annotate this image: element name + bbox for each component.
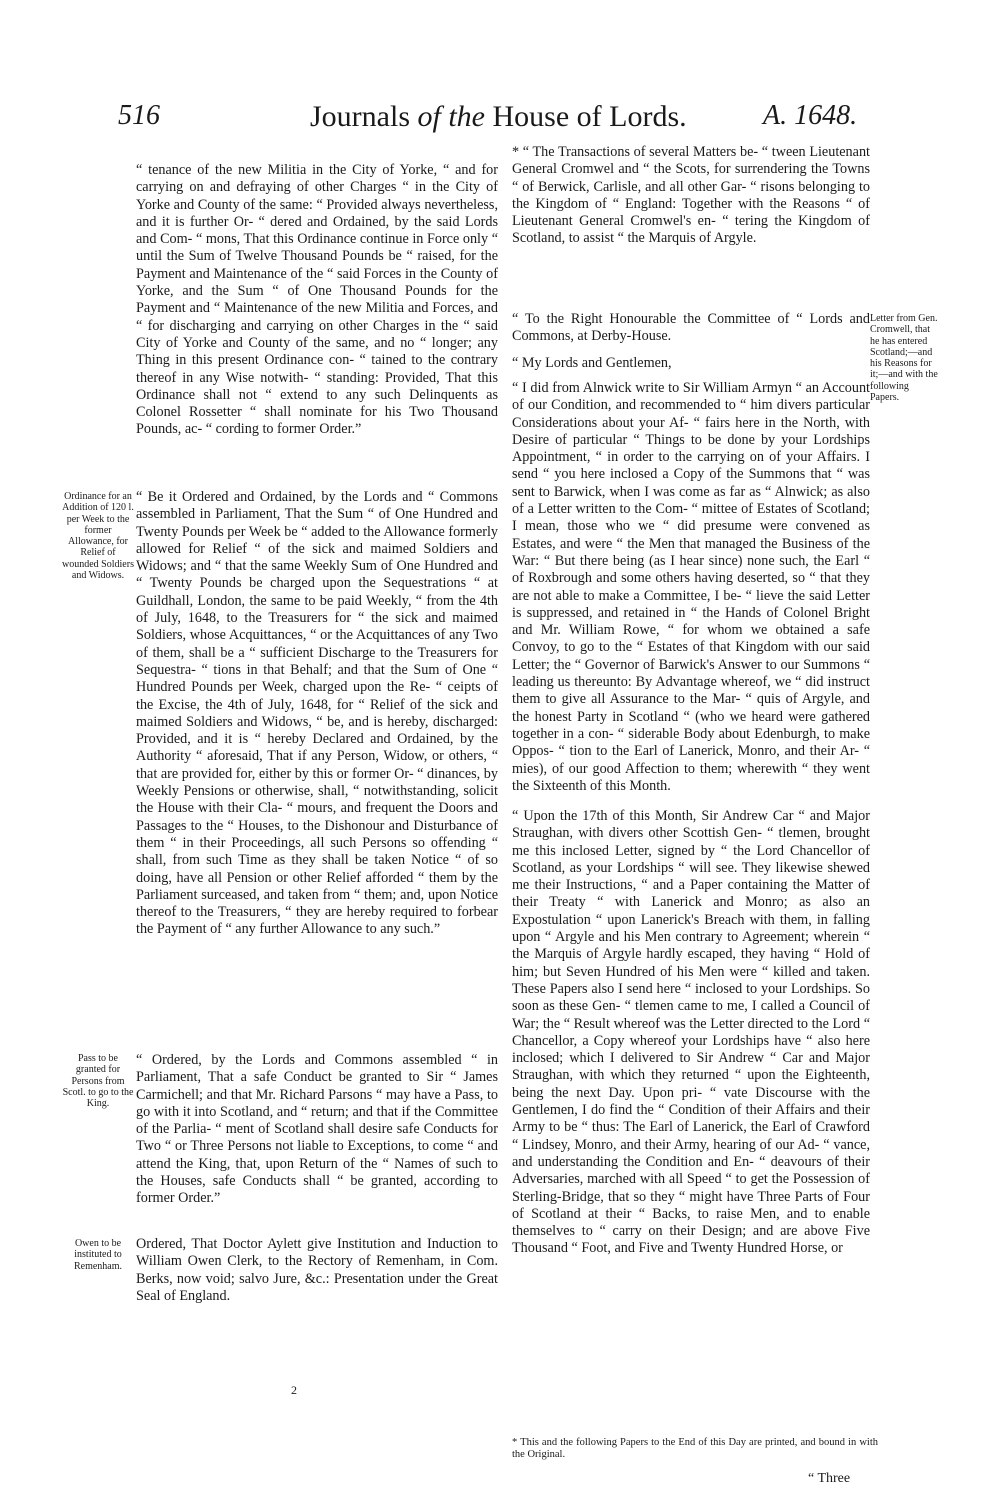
paragraph: “ I did from Alnwick write to Sir William Armyn “ an Account of our Condition, and recommended to “ him divers particular Considerations about your Af- “ fairs here in the North, with Desire of particular “ Things to be done by your Lordships Appointment, “ in order to the carrying on of your Affairs. I send “ you here inclosed a Copy of the Summons that “ was sent to Barwick, when I was come as far as “ Alnwick; as also of a Letter written to the Com- “ mittee of Estates of Scotland; I mean, those who we “ did presume were convened as Estates, and were “ the Men that managed the Business of the War: “ But there being (as I hear since) none such, the Earl “ of Roxbrough and some others having deserted, so “ that they are not able to make a Committee, I be- “ lieve the said Letter is suppressed, and retained in “ the Hands of Colonel Bright and Mr. William Rowe, “ for whom we obtained a safe Convoy, to go to the “ Estates of that Kingdom with our said Letter; the “ Governor of Barwick's Answer to our Summons “ leading us thereunto: By Advantage whereof, we “ did instruct them to give all Assurance to the Mar- “ quis of Argyle, and the honest Party in Scotland “ (who we heard were gathered together in a con- “ siderable Body about Edenburgh, to make Oppos- “ tion to the Earl of Lanerick, Monro, and their Ar- “ mies), of our good Affection to them; wherewith “ they went the Sixteenth of this Month. <box>512 380 870 794</box>
margin-note-pass: Pass to be granted for Persons from Scotl. to go to the King. <box>62 1053 134 1110</box>
right-heading-transactions <box>512 144 870 248</box>
signature-mark: 2 <box>291 1383 297 1397</box>
paragraph: “ Upon the 17th of this Month, Sir Andrew Car “ and Major Straughan, with divers other Scottish Gen- “ tlemen, brought me this inclosed Letter, signed by “ the Lord Chancellor of Scotland, as your Lordships “ will see. They likewise shewed me their Instructions, “ and a Paper containing the Matter of their Treaty “ with Lanerick and Monro; as also an Expostulation “ upon Lanerick's Breach with them, in falling upon “ Argyle and his Men contrary to Agreement; wherein “ the Marquis of Argyle hardly escaped, they having “ Hold of him; but Seven Hundred of his Men were “ killed and taken. These Papers also I send here “ inclosed to your Lordships. So soon as these Gen- “ tlemen came to me, I called a Council of War; the “ Result whereof was the Letter directed to the Lord “ Chancellor, a Copy whereof your Lordships have “ also here inclosed; which I delivered to Sir Andrew “ Car and Major Straughan, with which they returned “ upon the Eighteenth, being the next Day. Upon pri- “ vate Discourse with the Gentlemen, I do find the “ Condition of their Affairs and their Army to be “ thus: The Earl of Lanerick, the Earl of Crawford “ Lindsey, Monro, and their Army, hearing of our Ad- “ vance, and understanding the Condition and En- “ deavours of their Adversaries, marched with all Speed “ to get the Possession of Sterling-Bridge, that so they “ might have Three Parts of Four of Scotland at their “ Backs, to raise Men, and to enable themselves to “ carry on their Design; and are above Five Thousand “ Foot, and Five and Twenty Hundred Horse, or <box>512 808 870 1257</box>
paragraph: “ Ordered, by the Lords and Commons assembled “ in Parliament, That a safe Conduct be granted to Sir “ James Carmichell; and that Mr. Richard Parsons “ may have a Pass, to go with it into Scotland, and “ return; and that if the Committee of the Parlia- “ ment of Scotland shall desire safe Conducts for Two “ or Three Persons not liable to Exceptions, to come “ and attend the King, that, upon Return of the “ Names of such to the Houses, safe Conducts shall “ be granted, according to former Order.” <box>136 1052 498 1207</box>
margin-note-owen: Owen to be instituted to Remenham. <box>73 1238 123 1272</box>
paragraph: Ordered, That Doctor Aylett give Institution and Induction to William Owen Clerk, to the Rectory of Remenham, in Com. Berks, now void; salvo Jure, &c.: Presentation under the Great Seal of England. <box>136 1236 498 1304</box>
footnote: * This and the following Papers to the End of this Day are printed, and bound in with the Original. <box>512 1437 878 1460</box>
paragraph: “ To the Right Honourable the Committee of “ Lords and Commons, at Derby-House. <box>512 311 870 345</box>
right-address <box>512 311 870 346</box>
running-title <box>310 100 687 134</box>
title-house-of-lords: House of Lords. <box>492 100 687 133</box>
paragraph: “ tenance of the new Militia in the City of Yorke, “ and for carrying on and defraying of other Charges “ in the City of Yorke and County of the same: “ Provided always nevertheless, and it is further Or- “ dered and Ordained, by the said Lords and Com- “ mons, That this Ordinance continue in Force only “ until the Sum of Twelve Thousand Pounds be “ raised, for the Payment and Maintenance of the “ said Forces in the County of Yorke, and the Sum “ of One Thousand Pounds for the Payment and “ Maintenance of the new Militia and Forces, and “ for discharging and carrying on other Charges in the “ said City of Yorke and County of the same, and no “ longer; any Thing in this present Ordinance con- “ tained to the contrary thereof in any Wise notwith- “ standing: Provided, That this Ordinance shall not “ extend to any such Delinquents as Colonel Rossetter “ shall nominate for his Two Thousand Pounds, ac- “ cording to former Order.” <box>136 162 498 438</box>
paragraph: “ Be it Ordered and Ordained, by the Lords and “ Commons assembled in Parliament, That the Sum “ of One Hundred and Twenty Pounds per Week be “ added to the Allowance formerly allowed for Relief “ of the sick and maimed Soldiers and Widows; and “ that the same Weekly Sum of One Hundred and “ Twenty Pounds be charged upon the Sequestrations “ at Guildhall, London, the same to be paid Weekly, “ from the 4th of July, 1648, to the Treasurers for “ the sick and maimed Soldiers, whose Acquittances, “ or the Acquittances of any Two of them, shall be a “ sufficient Discharge to the Treasurers for Sequestra- “ tions in that Behalf; and that the Sum of One “ Hundred Pounds per Week, charged upon the Re- “ ceipts of the Excise, the 4th of July, 1648, for “ Relief of the sick and maimed Soldiers and Widows, “ be, and is hereby, discharged: Provided, and it is “ hereby Declared and Ordained, by the Authority “ aforesaid, That if any Person, Widow, or others, “ that are provided for, either by this or former Or- “ dinances, by Weekly Pensions or otherwise, shall, “ notwithstanding, solicit the House with their Cla- “ mours, and frequent the Doors and Passages to the “ Houses, to the Dishonour and Disturbance of them “ in their Proceedings, all such Persons so offending “ shall, from such Time as they shall be taken Notice “ of so doing, have all Pension or other Relief afforded “ them by the Parliament surceased, and taken from “ them; and, upon Notice thereof to the Treasurers, “ they are hereby required to forbear the Payment of “ any further Allowance to any such.” <box>136 489 498 938</box>
margin-note-cromwell-letter: Letter from Gen. Cromwell, that he has entered Scotland;—and his Reasons for it;—and with the following Papers. <box>870 313 938 404</box>
left-block-remenham-order <box>136 1236 498 1305</box>
right-letter-paragraph-2 <box>512 808 870 1258</box>
left-block-soldiers-ordinance <box>136 489 498 939</box>
paragraph: “ My Lords and Gentlemen, <box>512 355 672 371</box>
page-number: 516 <box>118 100 160 131</box>
left-block-yorke-ordinance <box>136 162 498 439</box>
right-salutation <box>512 355 870 372</box>
catchword: “ Three <box>808 1471 851 1486</box>
left-block-safe-conduct <box>136 1052 498 1208</box>
year: A. 1648. <box>763 100 858 131</box>
running-header <box>0 100 992 140</box>
right-letter-paragraph-1 <box>512 380 870 795</box>
paragraph: * “ The Transactions of several Matters be- “ tween Lieutenant General Cromwel and “ the Scots, for surrendering the Towns “ of Berwick, Carlisle, and all other Gar- “ risons belonging to the Kingdom of “ England: Together with the Reasons “ of Lieutenant General Cromwel's en- “ tering the Kingdom of Scotland, to assist “ the Marquis of Argyle. <box>512 144 870 247</box>
margin-note-ordinance: Ordinance for an Addition of 120 l. per Week to the former Allowance, for Relief of wounded Soldiers and Widows. <box>62 491 134 582</box>
title-of-the: of the <box>417 100 493 133</box>
title-journals: Journals <box>310 100 418 133</box>
